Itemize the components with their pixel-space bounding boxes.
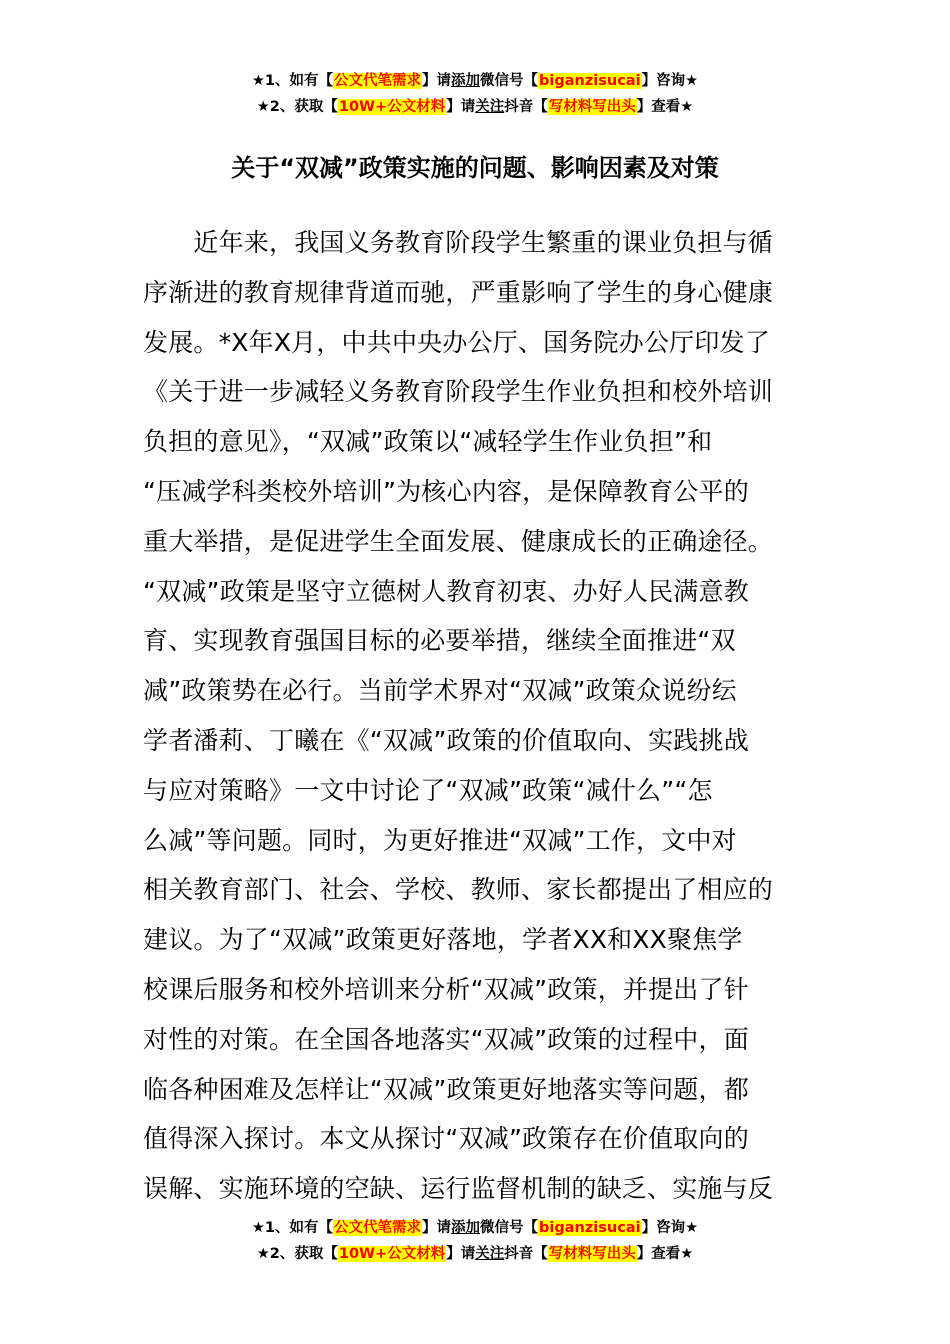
header-banner-line-2 [0,94,950,120]
banner-text: ★1、如有【 [251,1220,334,1236]
body-line: “双减”政策是坚守立德树人教育初衷、办好人民满意教 [143,576,749,606]
highlight-ghostwriting-service: 公文代笔需求 [334,1220,422,1236]
body-line: 负担的意见》，“双减”政策以“减轻学生作业负担”和 [143,427,713,457]
document-body [143,218,808,1214]
footer-banner [0,1215,950,1267]
highlight-wechat-id: biganzisucai [539,73,641,89]
banner-text: 】咨询★ [641,1220,699,1236]
footer-banner-line-2 [0,1241,950,1267]
banner-text: 微信号【 [480,1220,539,1236]
banner-text: 】咨询★ [641,73,699,89]
banner-text: 抖音【 [504,1246,548,1262]
body-line: 与应对策略》一文中讨论了“双减”政策“减什么”“怎 [143,775,713,805]
banner-text: 】请 [422,1220,452,1236]
banner-text: 】请 [446,1246,476,1262]
body-line: 《关于进一步减轻义务教育阶段学生作业负担和校外培训 [143,377,774,407]
header-banner-line-1 [0,68,950,94]
banner-text: 】查看★ [636,1246,694,1262]
body-line: 相关教育部门、社会、学校、教师、家长都提出了相应的 [143,875,774,905]
footer-banner-line-1 [0,1215,950,1241]
banner-text: 】查看★ [636,99,694,115]
banner-underlined-text: 关注 [475,99,505,115]
body-line: 学者潘莉、丁曦在《“双减”政策的价值取向、实践挑战 [143,725,749,755]
banner-text: 】请 [422,73,452,89]
highlight-douyin-account: 写材料写出头 [548,99,636,115]
banner-underlined-text: 添加 [451,1220,481,1236]
highlight-wechat-id: biganzisucai [539,1220,641,1236]
highlight-douyin-account: 写材料写出头 [548,1246,636,1262]
highlight-ghostwriting-service: 公文代笔需求 [334,73,422,89]
document-title: 关于“双减”政策实施的问题、影响因素及对策 [231,154,719,182]
body-line: 么减”等问题。同时，为更好推进“双减”工作，文中对 [143,825,737,855]
banner-underlined-text: 添加 [451,73,481,89]
highlight-materials: 10W+公文材料 [338,1246,446,1262]
banner-text: ★1、如有【 [251,73,334,89]
banner-underlined-text: 关注 [475,1246,505,1262]
body-line: 重大举措，是促进学生全面发展、健康成长的正确途径。 [143,526,774,556]
banner-text: 微信号【 [480,73,539,89]
body-line: 建议。为了“双减”政策更好落地，学者XX和XX聚焦学 [143,925,743,955]
body-line: 育、实现教育强国目标的必要举措，继续全面推进“双 [143,626,736,656]
body-line: 近年来，我国义务教育阶段学生繁重的课业负担与循 [143,228,774,257]
banner-text: 抖音【 [504,99,548,115]
body-line: 临各种困难及怎样让“双减”政策更好地落实等问题，都 [143,1074,749,1104]
body-line: 对性的对策。在全国各地落实“双减”政策的过程中，面 [143,1024,749,1054]
body-line: 发展。*X年X月，中共中央办公厅、国务院办公厅印发了 [143,327,770,357]
body-line: 减”政策势在必行。当前学术界对“双减”政策众说纷纭 [143,676,737,706]
body-line: 序渐进的教育规律背道而驰，严重影响了学生的身心健康 [143,277,774,307]
highlight-materials: 10W+公文材料 [338,99,446,115]
body-line: 校课后服务和校外培训来分析“双减”政策，并提出了针 [143,974,749,1004]
body-line: “压减学科类校外培训”为核心内容，是保障教育公平的 [143,476,749,506]
body-line: 误解、实施环境的空缺、运行监督机制的缺乏、实施与反 [143,1174,774,1204]
banner-text: ★2、获取【 [256,99,338,115]
body-line: 值得深入探讨。本文从探讨“双减”政策存在价值取向的 [143,1124,749,1154]
banner-text: ★2、获取【 [256,1246,338,1262]
banner-text: 】请 [446,99,476,115]
header-banner [0,68,950,120]
